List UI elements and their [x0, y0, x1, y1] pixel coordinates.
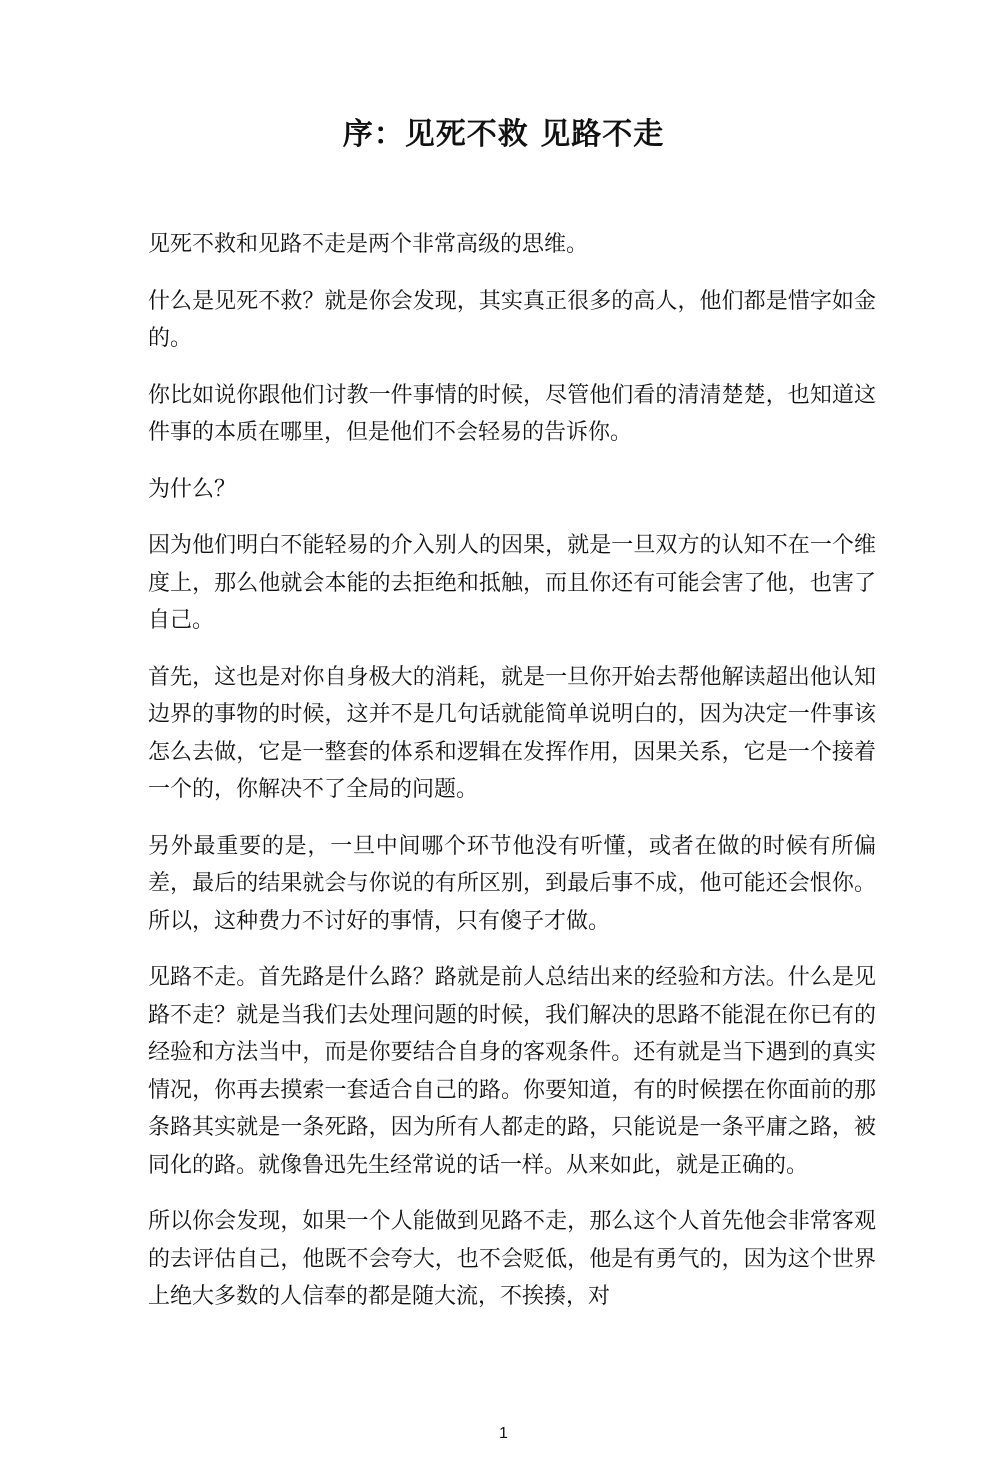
- paragraph: 因为他们明白不能轻易的介入别人的因果，就是一旦双方的认知不在一个维度上，那么他就会本能的去拒绝和抵触，而且你还有可能会害了他，也害了自己。: [148, 533, 876, 633]
- paragraph: 见路不走。首先路是什么路？路就是前人总结出来的经验和方法。什么是见路不走？就是当我们去处理问题的时候，我们解决的思路不能混在你已有的经验和方法当中，而是你要结合自身的客观条件。还有就是当下遇到的真实情况，你再去摸索一套适合自己的路。你要知道，有的时候摆在你面前的那条路其实就是一条死路，因为所有人都走的路，只能说是一条平庸之路，被同化的路。就像鲁迅先生经常说的话一样。从来如此，就是正确的。: [148, 965, 876, 1178]
- page-title: 序：见死不救 见路不走: [342, 117, 665, 152]
- paragraph: 另外最重要的是，一旦中间哪个环节他没有听懂，或者在做的时候有所偏差，最后的结果就会与你说的有所区别，到最后事不成，他可能还会恨你。所以，这种费力不讨好的事情，只有傻子才做。: [148, 833, 876, 934]
- paragraph: 见死不救和见路不走是两个非常高级的思维。: [148, 232, 589, 257]
- paragraph: 什么是见死不救？就是你会发现，其实真正很多的高人，他们都是惜字如金的。: [148, 288, 876, 351]
- paragraph: 你比如说你跟他们讨教一件事情的时候，尽管他们看的清清楚楚，也知道这件事的本质在哪里，但是他们不会轻易的告诉你。: [148, 382, 876, 445]
- page-number: 1: [499, 1425, 508, 1442]
- document-body: [148, 226, 876, 1335]
- paragraph: 首先，这也是对你自身极大的消耗，就是一旦你开始去帮他解读超出他认知边界的事物的时候，这并不是几句话就能简单说明白的，因为决定一件事该怎么去做，它是一整套的体系和逻辑在发挥作用，因果关系，它是一个接着一个的，你解决不了全局的问题。: [148, 664, 876, 802]
- paragraph: 所以你会发现，如果一个人能做到见路不走，那么这个人首先他会非常客观的去评估自己，他既不会夸大，也不会贬低，他是有勇气的，因为这个世界上绝大多数的人信奉的都是随大流，不挨揍，对: [148, 1209, 876, 1309]
- paragraph: 为什么？: [148, 476, 237, 502]
